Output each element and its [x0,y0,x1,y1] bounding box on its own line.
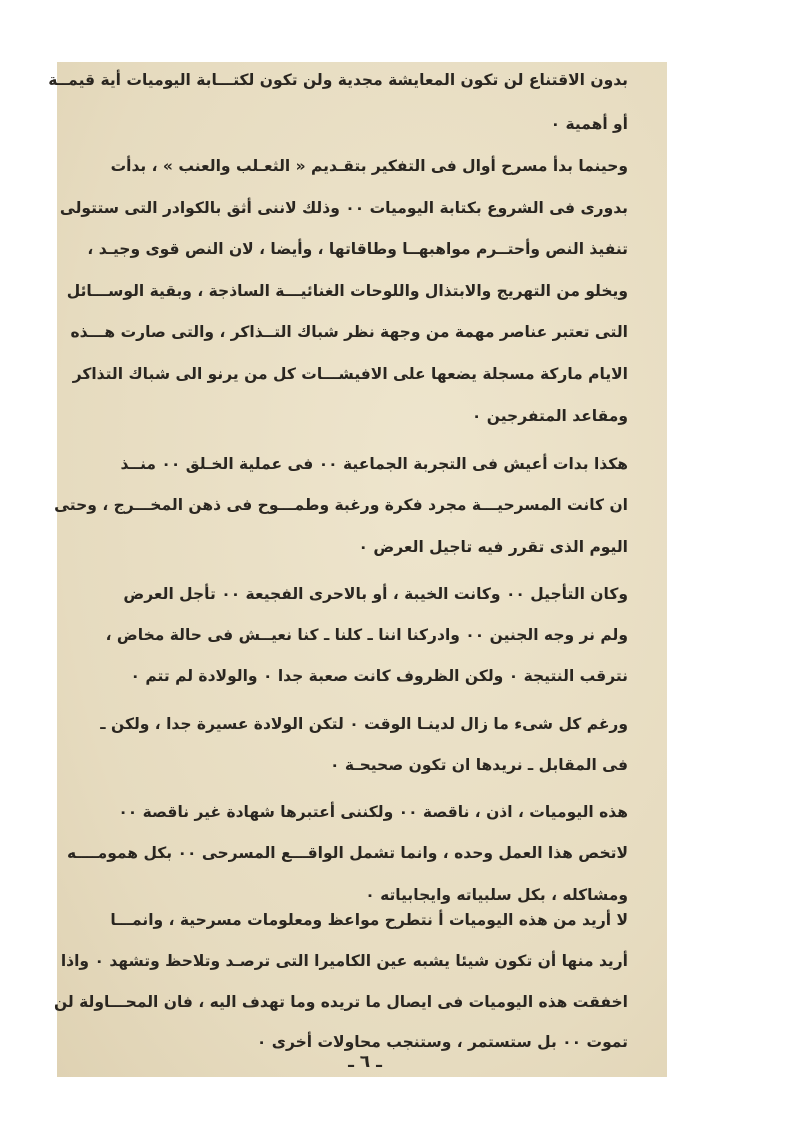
text-line: ومشاكله ، بكل سلبياته وايجابياته ٠ [365,886,628,904]
text-line: ان كانت المسرحيـــة مجرد فكرة ورغبة وطمـــوح فى ذهن المخـــرج ، وحتى [54,496,628,514]
text-line: هذه اليوميات ، اذن ، ناقصة ٠٠ ولكننى أعتبرها شهادة غير ناقصة ٠٠ [118,803,628,821]
text-line: أريد منها أن تكون شيئا يشبه عين الكاميرا التى ترصـد وتلاحظ وتشهد ٠ واذا [60,952,628,970]
text-line: ورغم كل شىء ما زال لدينـا الوقت ٠ لتكن الولادة عسيرة جدا ، ولكن ـ [100,715,628,733]
page-number: ـ ٦ ـ [348,1052,382,1072]
text-line: اخفقت هذه اليوميات فى ايصال ما تريده وما تهدف اليه ، فان المحـــاولة لن [53,993,628,1011]
text-line: التى تعتبر عناصر مهمة من وجهة نظر شباك التــذاكر ، والتى صارت هـــذه [70,323,628,341]
text-line: بدون الاقتناع لن تكون المعايشة مجدية ولن تكون لكتـــابة اليوميات أية قيمــة [48,71,628,89]
text-line: أو أهمية ٠ [550,115,628,133]
text-line: لاتخص هذا العمل وحده ، وانما تشمل الواقـــع المسرحى ٠٠ بكل همومــــه [67,844,628,862]
text-line: اليوم الذى تقرر فيه تاجيل العرض ٠ [358,538,628,556]
text-line: ويخلو من التهريج والابتذال واللوحات الغنائيـــة الساذجة ، وبقية الوســـائل [66,282,628,300]
text-line: وحينما بدأ مسرح أوال فى التفكير بتقـديم « الثعـلب والعنب » ، بدأت [110,157,628,175]
text-line: وكان التأجيل ٠٠ وكانت الخيبة ، أو بالاحرى الفجيعة ٠٠ تأجل العرض [123,585,628,603]
text-line: نترقب النتيجة ٠ ولكن الظروف كانت صعبة جدا ٠ والولادة لم تتم ٠ [130,667,628,685]
text-line: ومقاعد المتفرجين ٠ [471,407,628,425]
text-line: لا أريد من هذه اليوميات أ نتطرح مواعظ ومعلومات مسرحية ، وانمـــا [110,911,628,929]
text-line: فى المقابل ـ نريدها ان تكون صحيحـة ٠ [330,756,628,774]
text-line: تموت ٠٠ بل ستستمر ، وستنجب محاولات أخرى ٠ [256,1033,628,1051]
text-line: الايام ماركة مسجلة يضعها على الافيشـــات كل من يرنو الى شباك التذاكر [72,365,628,383]
text-line: ولم نر وجه الجنين ٠٠ وادركنا اننا ـ كلنا ـ كنا نعيــش فى حالة مخاض ، [105,626,628,644]
text-line: هكذا بدات أعيش فى التجربة الجماعية ٠٠ فى عملية الخـلق ٠٠ منــذ [120,455,628,473]
text-line: تنفيذ النص وأحتــرم مواهبهــا وطاقاتها ، وأيضا ، لان النص قوى وجيـد ، [87,240,628,258]
text-line: بدورى فى الشروع بكتابة اليوميات ٠٠ وذلك لاننى أثق بالكوادر التى ستتولى [59,199,628,217]
